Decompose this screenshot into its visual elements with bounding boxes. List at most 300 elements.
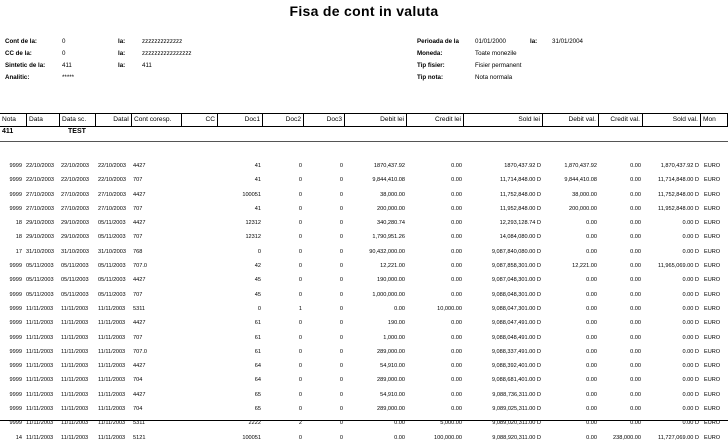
cell-nota: 9999 [9,334,22,341]
cell-credit-val: 0.00 [630,163,641,169]
cell-credit-lei: 10,000.00 [437,305,462,312]
cell-doc3: 0 [339,434,343,441]
cell-sold-val: 0.00 D [682,391,699,398]
cell-credit-val: 0.00 [630,320,641,327]
cell-cont-coresp: 4427 [133,391,146,398]
cell-sold-val: 0.00 D [682,234,699,241]
table-row [0,373,728,387]
table-row [0,273,728,287]
cell-mon: EURO [704,377,721,384]
cell-sold-val: 0.00 D [682,363,699,370]
group-name: TEST [68,128,86,135]
cell-cont-coresp: 5311 [133,420,146,427]
cell-data: 27/10/2003 [26,191,54,198]
table-row [0,359,728,373]
cell-doc3: 0 [339,177,343,184]
cell-datai: 11/11/2003 [98,320,126,327]
cell-credit-lei: 0.00 [451,334,462,341]
cell-debit-val: 12,221.00 [572,263,597,270]
cell-debit-val: 0.00 [586,277,597,284]
cell-doc2: 0 [298,263,302,270]
cell-data: 11/11/2003 [26,377,54,384]
cell-doc1: 64 [254,377,261,384]
cell-debit-lei: 1,000.00 [383,334,405,341]
cell-data-sc: 22/10/2003 [61,177,89,184]
cell-cont-coresp: 5311 [133,305,146,312]
cell-credit-val: 0.00 [630,363,641,370]
cell-datai: 05/11/2003 [98,220,126,227]
cell-doc1: 12312 [245,220,261,227]
cell-doc3: 0 [339,163,343,169]
cell-datai: 27/10/2003 [98,205,126,212]
cell-credit-lei: 0.00 [451,263,462,270]
column-header-datai: DataI [96,114,132,126]
cell-debit-val: 0.00 [586,406,597,413]
cell-credit-val: 0.00 [630,420,641,427]
cell-doc1: 61 [254,320,261,327]
table-row [0,416,728,430]
cell-data-sc: 11/11/2003 [61,334,89,341]
cell-data-sc: 05/11/2003 [61,277,89,284]
cell-credit-lei: 0.00 [451,191,462,198]
cell-data-sc: 27/10/2003 [61,191,89,198]
cell-doc1: 100051 [242,434,261,441]
cell-doc2: 0 [298,220,302,227]
cell-mon: EURO [704,363,721,370]
table-row [0,316,728,330]
cell-doc3: 0 [339,220,343,227]
cell-debit-lei: 190,000.00 [377,277,405,284]
cell-credit-val: 0.00 [630,348,641,355]
cell-doc2: 0 [298,291,302,298]
cell-sold-lei: 9,087,858,301.00 D [491,263,541,270]
cell-nota: 9999 [9,363,22,370]
table-row [0,388,728,402]
cell-credit-lei: 0.00 [451,406,462,413]
cell-sold-lei: 12,293,128.74 D [499,220,541,227]
cell-doc2: 0 [298,277,302,284]
param-value-moneda: Toate monezile [475,50,517,57]
cell-data: 05/11/2003 [26,291,54,298]
cell-doc1: 12312 [245,234,261,241]
cell-cont-coresp: 4427 [133,320,146,327]
cell-datai: 11/11/2003 [98,391,126,398]
param-value-cc-la: zzzzzzzzzzzzzzzz [142,50,192,57]
cell-datai: 11/11/2003 [98,363,126,370]
param-label-cc-la: la: [118,50,126,57]
param-value-tip-fisier: Fisier permanent [475,62,522,69]
cell-nota: 9999 [9,420,22,427]
param-label-perioada-la: la: [530,38,538,45]
cell-data-sc: 11/11/2003 [61,434,89,441]
cell-doc3: 0 [339,277,343,284]
table-row [0,259,728,273]
param-value-analitic: ***** [62,74,75,81]
param-label-cc-de-la: CC de la: [5,50,32,57]
cell-sold-val: 0.00 D [682,305,699,312]
cell-mon: EURO [704,234,721,241]
cell-cont-coresp: 4427 [133,363,146,370]
cell-doc2: 0 [298,348,302,355]
cell-sold-val: 0.00 D [682,320,699,327]
cell-sold-lei: 9,088,048,491.00 D [491,334,541,341]
cell-nota: 14 [15,434,22,441]
cell-doc3: 0 [339,334,343,341]
column-header-sold-val: Sold val. [643,114,701,126]
cell-debit-lei: 1,790,951.26 [372,234,405,241]
cell-data: 11/11/2003 [26,406,54,413]
cell-nota: 18 [15,234,22,241]
cell-mon: EURO [704,320,721,327]
column-header-credit-lei: Credit lei [407,114,464,126]
cell-doc1: 41 [254,163,261,169]
cell-sold-val: 11,965,069.00 D [658,263,699,270]
cell-mon: EURO [704,263,721,270]
cell-debit-lei: 54,910.00 [380,363,405,370]
cell-credit-lei: 0.00 [451,363,462,370]
cell-nota: 9999 [9,320,22,327]
cell-sold-val: 0.00 D [682,406,699,413]
cell-debit-val: 0.00 [586,220,597,227]
table-row [0,216,728,230]
cell-credit-lei: 0.00 [451,205,462,212]
cell-sold-lei: 9,088,392,401.00 D [491,363,541,370]
footer-rule [0,420,728,421]
cell-debit-lei: 0.00 [394,420,405,427]
cell-doc1: 45 [254,277,261,284]
cell-debit-lei: 289,000.00 [377,406,405,413]
cell-credit-val: 0.00 [630,406,641,413]
cell-cont-coresp: 768 [133,248,143,255]
cell-credit-val: 0.00 [630,291,641,298]
param-label-tip-fisier: Tip fisier: [417,62,445,69]
cell-data: 11/11/2003 [26,420,54,427]
cell-sold-lei: 9,088,047,491.00 D [491,320,541,327]
cell-data-sc: 11/11/2003 [61,420,89,427]
cell-data: 29/10/2003 [26,234,54,241]
cell-doc1: 64 [254,363,261,370]
cell-datai: 11/11/2003 [98,334,126,341]
cell-debit-val: 0.00 [586,377,597,384]
cell-datai: 11/11/2003 [98,420,126,427]
cell-cont-coresp: 707 [133,291,143,298]
table-row [0,345,728,359]
cell-doc2: 1 [298,305,302,312]
cell-mon: EURO [704,205,721,212]
cell-credit-lei: 0.00 [451,391,462,398]
cell-sold-val: 1,870,437.92 D [660,163,699,169]
cell-datai: 11/11/2003 [98,406,126,413]
cell-nota: 9999 [9,291,22,298]
cell-doc1: 61 [254,348,261,355]
cell-sold-val: 0.00 D [682,377,699,384]
param-value-cc-de-la: 0 [62,50,66,57]
cell-mon: EURO [704,305,721,312]
cell-sold-val: 0.00 D [682,277,699,284]
cell-debit-val: 200,000.00 [569,205,597,212]
cell-data-sc: 05/11/2003 [61,291,89,298]
column-header-doc1: Doc1 [218,114,263,126]
cell-doc1: 0 [257,248,261,255]
cell-credit-val: 0.00 [630,234,641,241]
column-header-nota: Nota [0,114,27,126]
cell-mon: EURO [704,220,721,227]
cell-sold-lei: 1870,437.92 D [504,163,541,169]
cell-debit-lei: 340,280.74 [377,220,405,227]
cell-debit-val: 9,844,410.08 [564,177,597,184]
cell-mon: EURO [704,191,721,198]
cell-debit-val: 0.00 [586,391,597,398]
cell-credit-val: 0.00 [630,205,641,212]
cell-data-sc: 11/11/2003 [61,348,89,355]
cell-mon: EURO [704,434,721,441]
cell-doc3: 0 [339,320,343,327]
cell-doc3: 0 [339,291,343,298]
group-account: 411 [2,128,14,135]
cell-data-sc: 29/10/2003 [61,234,89,241]
cell-cont-coresp: 4427 [133,277,146,284]
cell-doc2: 0 [298,191,302,198]
cell-cont-coresp: 704 [133,377,143,384]
cell-debit-lei: 90,432,000.00 [369,248,405,255]
cell-sold-val: 11,727,069.00 D [658,434,699,441]
cell-credit-val: 0.00 [630,191,641,198]
cell-mon: EURO [704,248,721,255]
cell-debit-lei: 9,844,410.08 [372,177,405,184]
cell-data: 22/10/2003 [26,177,54,184]
cell-doc1: 41 [254,177,261,184]
cell-credit-lei: 0.00 [451,234,462,241]
cell-debit-lei: 200,000.00 [377,205,405,212]
cell-sold-lei: 11,714,848.00 D [500,177,541,184]
cell-doc2: 2 [298,420,302,427]
column-header-cc: CC [182,114,218,126]
cell-doc3: 0 [339,406,343,413]
cell-sold-lei: 9,089,025,311.00 D [492,406,541,413]
cell-credit-lei: 0.00 [451,220,462,227]
column-header-data-sc: Data sc. [60,114,96,126]
cell-mon: EURO [704,163,721,169]
cell-data: 11/11/2003 [26,305,54,312]
cell-datai: 11/11/2003 [98,434,126,441]
cell-credit-val: 0.00 [630,263,641,270]
cell-cont-coresp: 5121 [133,434,146,441]
column-header-sold-lei: Sold lei [464,114,543,126]
column-header-credit-val: Credit val. [599,114,643,126]
cell-credit-val: 0.00 [630,334,641,341]
cell-cont-coresp: 707 [133,334,143,341]
cell-data-sc: 31/10/2003 [61,248,89,255]
cell-debit-lei: 0.00 [394,305,405,312]
cell-doc3: 0 [339,263,343,270]
column-header-mon: Mon [701,114,728,126]
cell-nota: 17 [15,248,22,255]
cell-sold-lei: 14,084,080.00 D [499,234,541,241]
cell-doc1: 65 [254,391,261,398]
cell-cont-coresp: 707.0 [133,348,147,355]
cell-credit-val: 0.00 [630,377,641,384]
param-label-sintetic-de-la: Sintetic de la: [5,62,46,69]
param-label-perioada: Perioada de la [417,38,459,45]
cell-doc3: 0 [339,191,343,198]
table-row [0,331,728,345]
cell-datai: 05/11/2003 [98,277,126,284]
cell-debit-val: 0.00 [586,248,597,255]
group-separator [0,141,728,142]
cell-nota: 9999 [9,163,22,169]
cell-credit-lei: 5,000.00 [440,420,462,427]
cell-sold-val: 0.00 D [682,334,699,341]
column-header-doc2: Doc2 [263,114,304,126]
cell-data: 22/10/2003 [26,163,54,169]
column-header-debit-lei: Debit lei [345,114,407,126]
cell-sold-lei: 11,952,848.00 D [500,205,541,212]
cell-credit-lei: 0.00 [451,377,462,384]
cell-doc1: 100051 [242,191,261,198]
param-value-sintetic-la: 411 [142,62,152,69]
cell-debit-val: 0.00 [586,334,597,341]
cell-doc2: 0 [298,334,302,341]
cell-credit-lei: 0.00 [451,163,462,169]
cell-nota: 9999 [9,406,22,413]
cell-datai: 22/10/2003 [98,163,126,169]
table-row [0,431,728,445]
cell-datai: 31/10/2003 [98,248,126,255]
cell-datai: 05/11/2003 [98,234,126,241]
cell-data: 29/10/2003 [26,220,54,227]
cell-data-sc: 11/11/2003 [61,377,89,384]
column-header-data: Data [27,114,60,126]
cell-sold-lei: 9,088,681,401.00 D [491,377,541,384]
cell-credit-val: 0.00 [630,305,641,312]
cell-doc2: 0 [298,177,302,184]
cell-debit-lei: 289,000.00 [377,377,405,384]
cell-doc1: 0 [257,305,261,312]
cell-sold-val: 0.00 D [682,220,699,227]
table-row [0,230,728,244]
cell-data: 27/10/2003 [26,205,54,212]
cell-sold-lei: 9,089,020,311.00 D [492,420,541,427]
cell-doc3: 0 [339,420,343,427]
cell-doc3: 0 [339,363,343,370]
cell-doc3: 0 [339,234,343,241]
cell-data: 11/11/2003 [26,334,54,341]
cell-sold-lei: 9,087,840,080.00 D [491,248,541,255]
cell-data: 31/10/2003 [26,248,54,255]
table-row [0,245,728,259]
cell-doc2: 0 [298,391,302,398]
cell-nota: 9999 [9,277,22,284]
cell-doc3: 0 [339,348,343,355]
cell-cont-coresp: 4427 [133,163,146,169]
cell-nota: 9999 [9,348,22,355]
cell-data: 11/11/2003 [26,348,54,355]
cell-sold-val: 0.00 D [682,348,699,355]
cell-nota: 9999 [9,391,22,398]
cell-credit-lei: 0.00 [451,177,462,184]
param-label-cont-de-la: Cont de la: [5,38,37,45]
cell-credit-lei: 0.00 [451,291,462,298]
cell-data-sc: 22/10/2003 [61,163,89,169]
cell-nota: 9999 [9,177,22,184]
cell-debit-val: 38,000.00 [572,191,597,198]
table-row [0,159,728,173]
cell-datai: 11/11/2003 [98,348,126,355]
cell-doc1: 45 [254,291,261,298]
cell-data-sc: 29/10/2003 [61,220,89,227]
cell-datai: 11/11/2003 [98,377,126,384]
cell-data: 05/11/2003 [26,263,54,270]
cell-doc2: 0 [298,205,302,212]
param-value-sintetic-de-la: 411 [62,62,72,69]
cell-sold-val: 0.00 D [682,291,699,298]
param-value-cont-de-la: 0 [62,38,66,45]
cell-sold-lei: 9,088,736,311.00 D [492,391,541,398]
cell-mon: EURO [704,391,721,398]
cell-debit-val: 0.00 [586,434,597,441]
cell-data-sc: 11/11/2003 [61,391,89,398]
cell-data-sc: 27/10/2003 [61,205,89,212]
header-bottom-rule [0,126,728,127]
cell-doc3: 0 [339,205,343,212]
param-label-analitic: Analitic: [5,74,30,81]
cell-datai: 05/11/2003 [98,263,126,270]
param-label-cont-la: la: [118,38,126,45]
cell-credit-val: 0.00 [630,248,641,255]
table-row [0,173,728,187]
cell-data-sc: 11/11/2003 [61,406,89,413]
cell-debit-lei: 289,000.00 [377,348,405,355]
cell-debit-lei: 0.00 [394,434,405,441]
cell-mon: EURO [704,348,721,355]
cell-nota: 9999 [9,305,22,312]
cell-mon: EURO [704,406,721,413]
cell-cont-coresp: 707.0 [133,263,147,270]
param-value-tip-nota: Nota normala [475,74,513,81]
cell-mon: EURO [704,291,721,298]
cell-mon: EURO [704,277,721,284]
param-value-perioada: 01/01/2000 [475,38,506,45]
cell-doc3: 0 [339,305,343,312]
cell-data: 11/11/2003 [26,363,54,370]
table-row [0,188,728,202]
cell-credit-lei: 0.00 [451,248,462,255]
cell-data: 11/11/2003 [26,391,54,398]
table-row [0,302,728,316]
cell-debit-lei: 190.00 [387,320,405,327]
table-row [0,288,728,302]
cell-doc2: 0 [298,234,302,241]
cell-doc2: 0 [298,377,302,384]
cell-cont-coresp: 707 [133,205,143,212]
cell-doc2: 0 [298,406,302,413]
cell-nota: 9999 [9,377,22,384]
cell-debit-val: 0.00 [586,363,597,370]
cell-credit-lei: 100,000.00 [434,434,462,441]
cell-doc1: 42 [254,263,261,270]
cell-sold-lei: 9,088,048,301.00 D [491,291,541,298]
cell-doc1: 41 [254,205,261,212]
cell-credit-val: 0.00 [630,277,641,284]
cell-debit-lei: 1,000,000.00 [372,291,405,298]
cell-credit-lei: 0.00 [451,277,462,284]
cell-debit-lei: 38,000.00 [380,191,405,198]
cell-mon: EURO [704,334,721,341]
cell-debit-val: 0.00 [586,234,597,241]
cell-debit-lei: 54,910.00 [380,391,405,398]
cell-nota: 9999 [9,191,22,198]
cell-sold-val: 11,952,848.00 D [658,205,699,212]
